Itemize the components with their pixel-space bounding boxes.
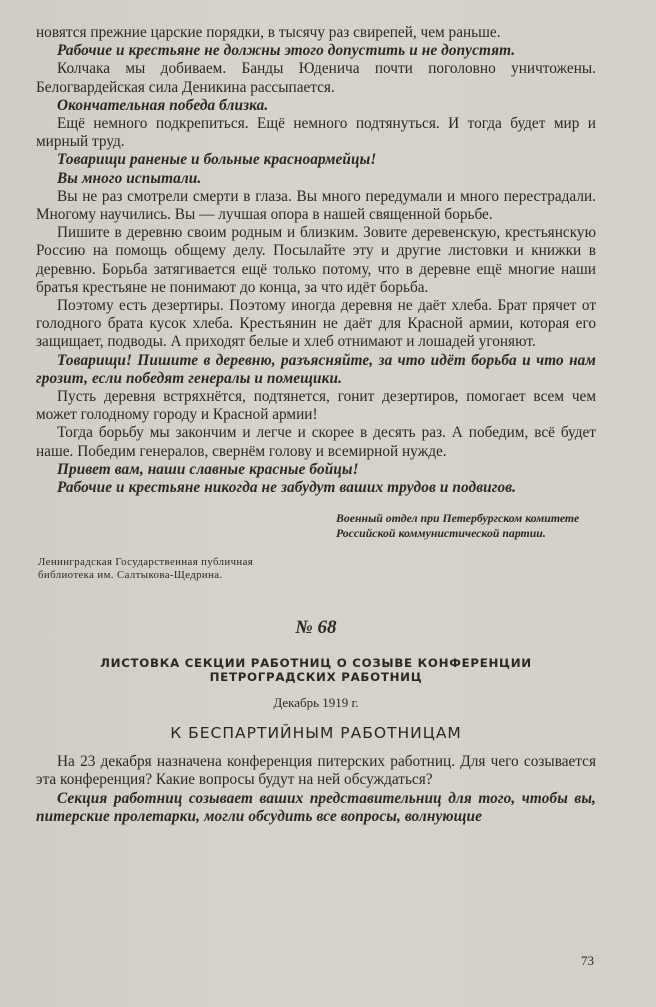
paragraph: Поэтому есть дезертиры. Поэтому иногда деревня не даёт хлеба. Брат прячет от голодного брата кусок хлеба. Крестьянин не даёт для Красной армии, которая его защищает, подводы. А приходят белые и хлеб отнимают и лошадей угоняют. — [36, 297, 596, 351]
body-section — [36, 753, 596, 826]
page-number: 73 — [581, 953, 594, 968]
paragraph: Пусть деревня встряхнётся, подтянется, гонит дезертиров, помогает всем чем может голодному городу и Красной армии! — [36, 388, 596, 424]
paragraph: Тогда борьбу мы закончим и легче и скорее в десять раз. А победим, всё будет наше. Победим генералов, свернём голову и всемирной нужде. — [36, 424, 596, 460]
italic-paragraph: Товарищи раненые и больные красноармейцы! — [57, 151, 377, 169]
signature: Военный отдел при Петербургском комитете Российской коммунистической партии. — [336, 511, 580, 540]
text-column — [36, 24, 596, 826]
source-line: библиотека им. Салтыкова-Щедрина. — [38, 568, 223, 581]
paragraph: Пишите в деревню своим родным и близким. Зовите деревенскую, крестьянскую Россию на помощь общему делу. Посылайте эту и другие листовки и книжки в деревню. Борьба затягивается ещё только потому, что в деревне ещё многие наши братья крестьяне не понимают до конца, за что идёт борьба. — [36, 224, 596, 296]
paragraph: новятся прежние царские порядки, в тысячу раз свирепей, чем раньше. — [36, 24, 501, 41]
italic-paragraph: Товарищи! Пишите в деревню, разъясняйте, за что идёт борьба и что нам грозит, если победят генералы и помещики. — [36, 351, 596, 387]
source-note — [38, 556, 596, 581]
italic-paragraph: Окончательная победа близка. — [57, 96, 269, 114]
paragraph: Колчака мы добиваем. Банды Юденича почти поголовно уничтожены. Белогвардейская сила Деникина рассыпается. — [36, 60, 596, 96]
document-title: К БЕСПАРТИЙНЫМ РАБОТНИЦАМ — [170, 724, 462, 743]
document-heading — [36, 656, 596, 684]
italic-paragraph: Привет вам, наши славные красные бойцы! — [57, 460, 359, 478]
italic-paragraph: Рабочие и крестьяне не должны этого допустить и не допустят. — [57, 42, 516, 60]
paragraph: Вы не раз смотрели смерти в глаза. Вы много передумали и много перестрадали. Многому научились. Вы — лучшая опора в нашей священной борьбе. — [36, 187, 596, 224]
document-date: Декабрь 1919 г. — [273, 695, 359, 711]
heading-line: ПЕТРОГРАДСКИХ РАБОТНИЦ — [209, 670, 423, 685]
italic-paragraph: Секция работниц созывает ваших представительниц для того, чтобы вы, питерские пролетарки, могли обсудить все вопросы, волнующие — [36, 789, 596, 825]
italic-paragraph: Рабочие и крестьяне никогда не забудут ваших трудов и подвигов. — [57, 479, 517, 497]
paragraph: На 23 декабря назначена конференция питерских работниц. Для чего созывается эта конференция? Какие вопросы будут на ней обсуждаться? — [36, 753, 596, 789]
paragraph: Ещё немного подкрепиться. Ещё немного подтянуться. И тогда будет мир и мирный труд. — [36, 115, 596, 151]
document-number: № 68 — [295, 617, 337, 639]
italic-paragraph: Вы много испытали. — [57, 169, 202, 187]
heading-line: ЛИСТОВКА СЕКЦИИ РАБОТНИЦ О СОЗЫВЕ КОНФЕРЕНЦИИ — [100, 656, 532, 671]
source-line: Ленинградская Государственная публичная — [38, 556, 254, 569]
